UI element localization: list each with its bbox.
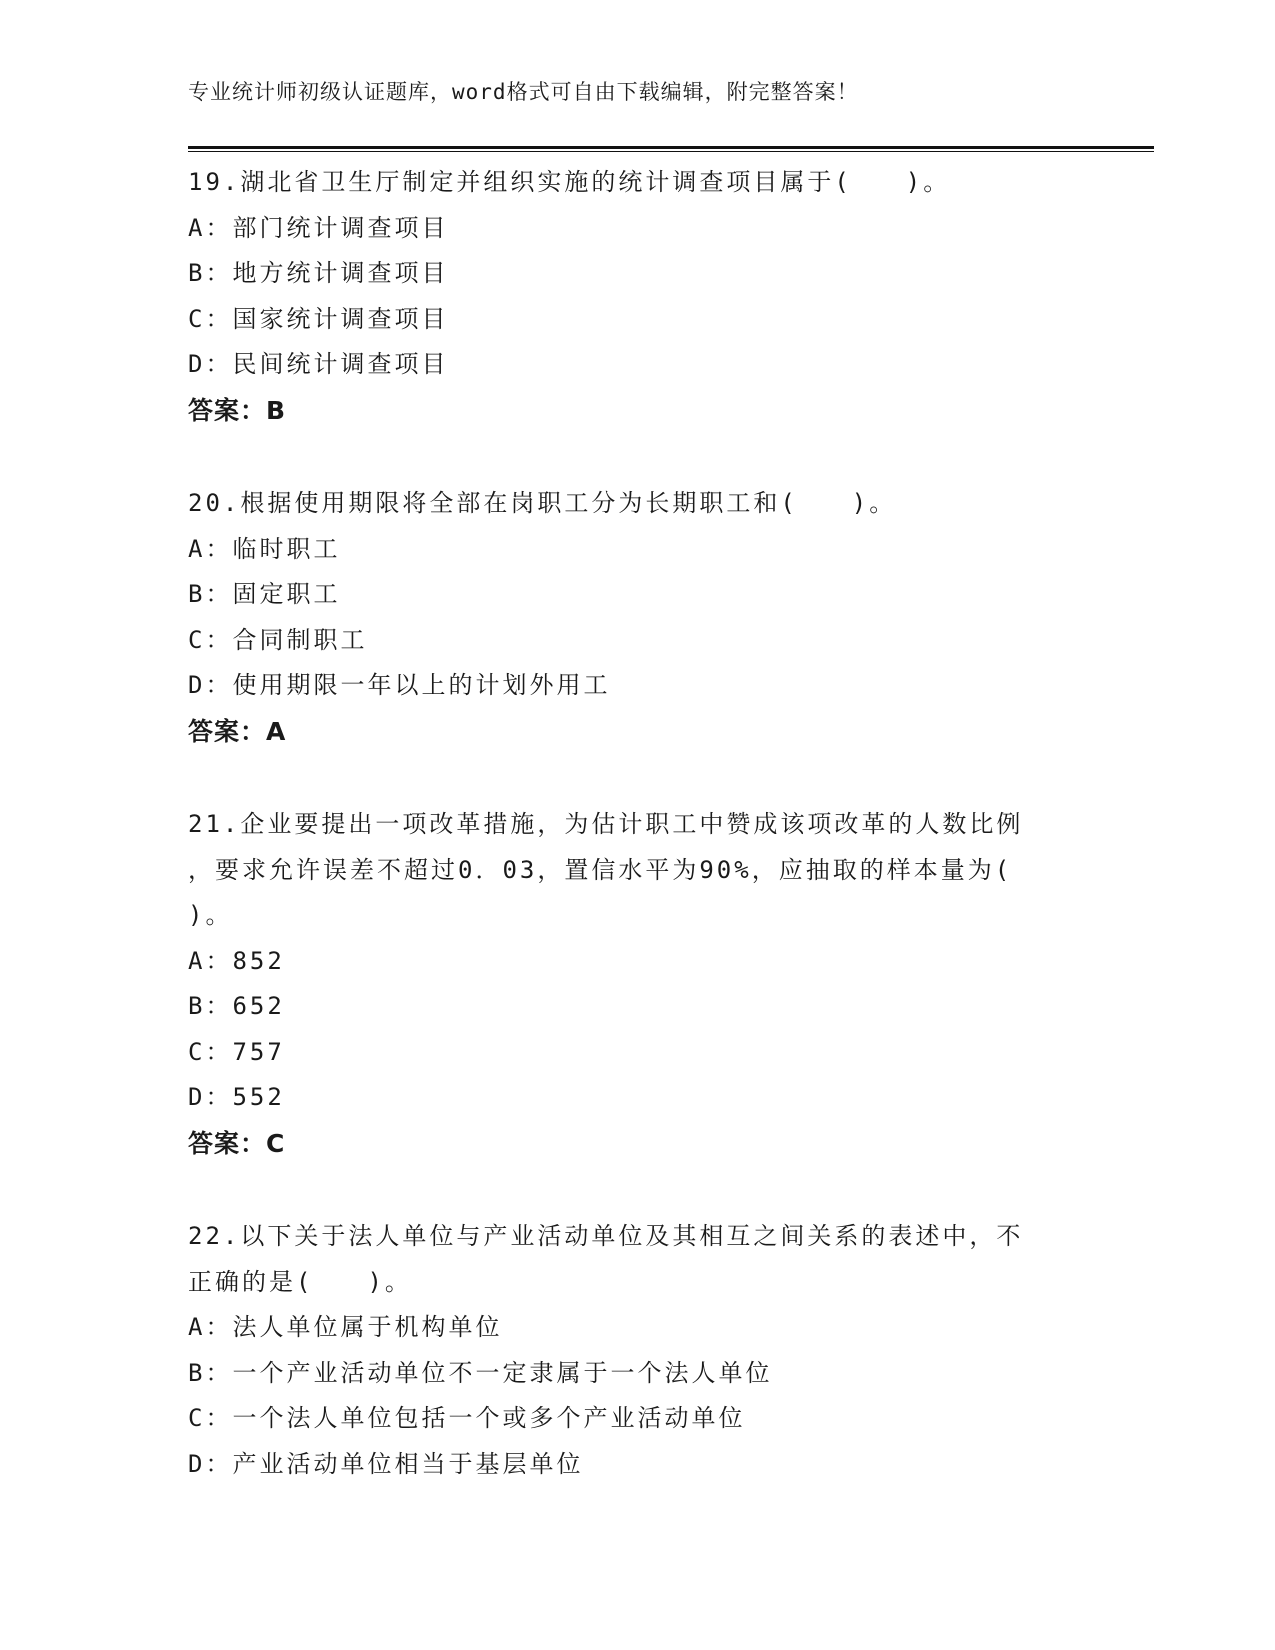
option-d: D：民间统计调查项目 [188, 350, 449, 378]
option-b: B：一个产业活动单位不一定隶属于一个法人单位 [188, 1358, 773, 1387]
page-header: 专业统计师初级认证题库，word格式可自由下载编辑，附完整答案！ [188, 80, 859, 104]
option-a: A：临时职工 [188, 534, 341, 563]
question-text-line-1: 21.企业要提出一项改革措施，为估计职工中赞成该项改革的人数比例 [188, 810, 1024, 838]
option-b: B：地方统计调查项目 [188, 259, 449, 287]
question-text-line-2: ，要求允许误差不超过0．03，置信水平为90%，应抽取的样本量为( [188, 855, 1013, 884]
answer: 答案：B [188, 395, 287, 425]
option-c: C：国家统计调查项目 [188, 304, 449, 333]
option-c: C：757 [188, 1037, 285, 1066]
option-c: C：一个法人单位包括一个或多个产业活动单位 [188, 1404, 746, 1432]
header-rule-thin [188, 151, 1154, 152]
question-21 [188, 802, 1108, 1166]
header-rule-thick [188, 146, 1154, 149]
question-22 [188, 1214, 1108, 1487]
answer: 答案：C [188, 1128, 286, 1158]
question-list [188, 160, 1108, 1535]
option-c: C：合同制职工 [188, 625, 368, 654]
question-text: 19.湖北省卫生厅制定并组织实施的统计调查项目属于( )。 [188, 168, 951, 196]
question-text-line-1: 22.以下关于法人单位与产业活动单位及其相互之间关系的表述中，不 [188, 1222, 1024, 1250]
question-text: 20.根据使用期限将全部在岗职工分为长期职工和( )。 [188, 489, 897, 517]
option-b: B：固定职工 [188, 580, 341, 608]
option-d: D：使用期限一年以上的计划外用工 [188, 671, 611, 699]
option-a: A：852 [188, 946, 285, 975]
question-text-line-3: )。 [188, 901, 233, 929]
answer: 答案：A [188, 716, 287, 746]
option-d: D：产业活动单位相当于基层单位 [188, 1449, 584, 1478]
option-b: B：652 [188, 992, 285, 1020]
question-20 [188, 481, 1108, 754]
option-a: A：法人单位属于机构单位 [188, 1313, 503, 1341]
option-d: D：552 [188, 1083, 285, 1111]
question-text-line-2: 正确的是( )。 [188, 1267, 412, 1296]
question-19 [188, 160, 1108, 433]
option-a: A：部门统计调查项目 [188, 213, 449, 242]
